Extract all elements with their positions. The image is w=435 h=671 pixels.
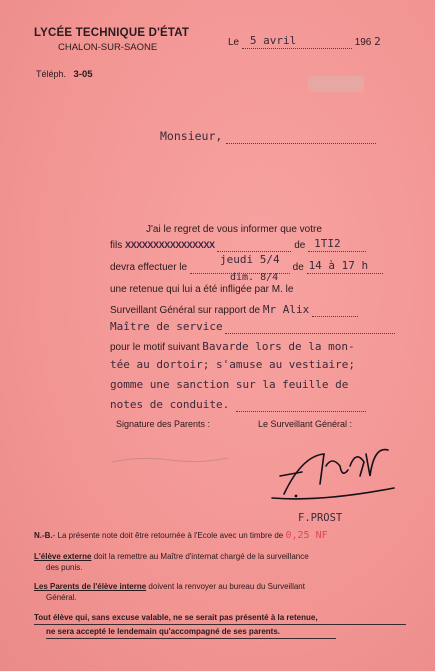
warning-2: ne sera accepté le lendemain qu'accompagné de ses parents. [46,627,280,636]
retenue-line: une retenue qui lui a été infligée par M. le [110,284,294,295]
stain-mark [308,76,364,92]
de-label: de [294,240,306,251]
date-value: 5 avril [249,34,297,47]
date-prefix: Le [228,37,240,48]
telephone [36,69,93,80]
devra-label: devra effectuer le [110,262,188,273]
class-value: 1TI2 [314,237,341,250]
nb-text: - La présente note doit être retournée à l'Ecole avec un timbre de [52,531,284,540]
note-interne [34,582,305,592]
surveillant-name: F.PROST [298,512,343,524]
surveillant-line [110,303,358,317]
greeting-dots [226,131,376,144]
student-name-redacted: XXXXXXXXXXXXXXXX [125,240,215,250]
tel-number: 3-05 [73,69,93,80]
motif-4 [110,398,366,412]
year-prefix: 196 [354,37,372,48]
motif-1: Bavarde lors de la mon- [202,340,355,353]
student-line [110,237,366,252]
greeting: Monsieur, [160,129,223,143]
de-label-2: de [292,262,304,273]
function-line [110,320,395,334]
motif-label: pour le motif suivant [110,342,200,353]
function-value: Maître de service [110,320,223,333]
motif-2: tée au dortoir; s'amuse au vestiaire; [110,358,356,371]
externe-text-2: des punis. [46,563,83,572]
motif-4-text: notes de conduite. [110,398,230,411]
school-city: CHALON-SUR-SAONE [58,42,158,53]
warning-underline-2 [46,638,336,639]
detention-date-2: dim. 8/4 [230,272,279,283]
surveillant-signature-label: Le Surveillant Général : [258,419,353,429]
class-field [308,237,366,252]
year-suffix: 2 [374,35,381,48]
surveillant-signature [262,436,402,506]
hours-value: 14 à 17 h [308,259,369,272]
warning-underline-1 [34,624,406,625]
fils-label: fils [110,240,123,251]
nb-label: N.-B. [34,531,53,540]
date-field [242,34,352,49]
stamp-value: 0,25 NF [285,530,328,541]
motif-3: gomme une sanction sur la feuille de [110,378,349,391]
detention-date-1: jeudi 5/4 [220,253,280,266]
letter-intro: J'ai le regret de vous informer que votre [146,224,322,235]
interne-text-2: Général. [46,593,77,602]
interne-label: Les Parents de l'élève interne [34,582,147,591]
warning-1: Tout élève qui, sans excuse valable, ne se serait pas présenté à la retenue, [34,613,318,622]
hours-field [307,259,383,274]
note-externe [34,552,309,562]
note-nb [34,531,328,541]
greeting-line [160,129,376,144]
parents-signature-label: Signature des Parents : [116,419,211,429]
date-line [228,35,381,49]
rapport-name: Mr Alix [262,303,310,316]
externe-text: doit la remettre au Maître d'internat chargé de la surveillance [93,552,309,561]
faint-marks [110,450,230,470]
motif-line [110,340,355,353]
tel-label: Téléph. [36,69,67,79]
externe-label: L'élève externe [34,552,92,561]
interne-text: doivent la renvoyer au bureau du Surveillant [148,582,305,591]
school-name: LYCÉE TECHNIQUE D'ÉTAT [34,27,190,39]
surveillant-text: Surveillant Général sur rapport de [110,305,261,316]
